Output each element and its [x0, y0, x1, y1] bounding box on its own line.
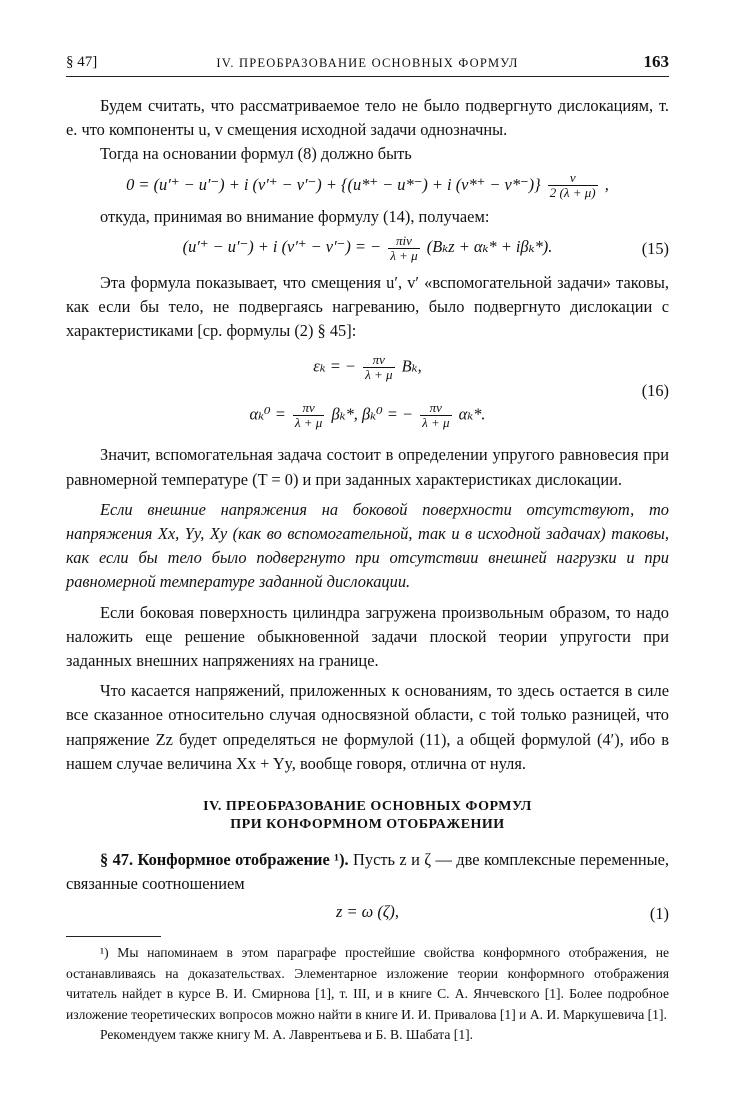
equation-15-frac-num: πiν [388, 234, 419, 249]
page-number: 163 [643, 52, 669, 71]
equation-15-right: (Bₖz + αₖ* + iβₖ*). [426, 236, 553, 256]
paragraph-5: Значит, вспомогательная задача состоит в определении упругого равновесия при равномерной температуре (T = 0) и при заданных характеристиках дислокации. [66, 445, 669, 489]
equation-a-frac-num: ν [548, 171, 598, 186]
equation-16-l2-frac2-den: λ + μ [422, 415, 450, 431]
equation-16-l1-frac-den: λ + μ [365, 367, 393, 383]
section-heading-line-1: IV. ПРЕОБРАЗОВАНИЕ ОСНОВНЫХ ФОРМУЛ [203, 799, 532, 815]
equation-16 [66, 349, 669, 437]
paragraph-8: Что касается напряжений, приложенных к основаниям, то здесь остается в силе все сказанное относительно случая односвязной области, с той только разницей, что напряжение Zz будет определяться не формулой (11), а общей формулой (4′), ибо в нашем случае величина Xx + Yy, вообще говоря, отлична от нуля. [66, 681, 669, 773]
equation-a-frac-den: 2 (λ + μ) [549, 185, 596, 201]
equation-16-l2-frac1-den: λ + μ [294, 415, 323, 431]
header-section-ref: § 47] [66, 54, 98, 70]
equation-16-l2-frac2-num: πν [420, 401, 451, 416]
equation-1-main: z = ω (ζ), [336, 902, 399, 922]
equation-a [66, 169, 669, 203]
equation-1-number: (1) [649, 904, 669, 924]
equation-1 [66, 900, 669, 930]
equation-16-l2-b: βₖ*, βₖ⁰ = − [331, 404, 413, 424]
equation-16-l2-a: αₖ⁰ = [249, 404, 286, 424]
equation-16-l2-fraction-1 [293, 401, 324, 430]
section-heading [66, 798, 669, 834]
paragraph-6: Если внешние напряжения на боковой поверхности отсутствуют, то напряжения Xx, Yy, Xy (как во вспомогательной, так и в исходной задачах) таковы, как если бы тело было подвергнуто при отсутствии внешней нагрузки и при равномерной температуре заданной дислокации. [66, 499, 669, 592]
footnote-divider [66, 936, 161, 937]
equation-15-left: (u′⁺ − u′⁻) + i (v′⁺ − v′⁻) = − [182, 236, 382, 256]
paragraph-2: Тогда на основании формул (8) должно быть [100, 144, 412, 164]
equation-16-l2-frac1-num: πν [293, 401, 324, 416]
equation-15-frac-den: λ + μ [390, 247, 418, 263]
paragraph-3: откуда, принимая во внимание формулу (14), получаем: [100, 206, 490, 226]
page-body [66, 94, 669, 1046]
paragraph-9 [66, 848, 669, 896]
equation-16-l2-c: αₖ*. [458, 404, 486, 424]
footnote-2: Рекомендуем также книгу М. А. Лаврентьева и Б. В. Шабата [1]. [100, 1027, 474, 1043]
paragraph-9-rest: Пусть z и ζ — две комплексные переменные, связанные соотношением [66, 850, 669, 894]
section-heading-line-2: ПРИ КОНФОРМНОМ ОТОБРАЖЕНИИ [230, 817, 505, 833]
equation-15-number: (15) [641, 238, 669, 258]
running-header [66, 52, 669, 77]
equation-15-fraction [388, 234, 419, 263]
equation-16-l2-fraction-2 [420, 401, 451, 430]
equation-a-main: 0 = (u′⁺ − u′⁻) + i (v′⁺ − v′⁻) + {(u*⁺ − u*⁻) + i (v*⁺ − v*⁻)} [126, 174, 541, 194]
equation-16-l1-right: Bₖ, [401, 356, 422, 376]
paragraph-7: Если боковая поверхность цилиндра загружена произвольным образом, то надо наложить еще решение обыкновенной задачи плоской теории упругости при заданных внешних напряжениях на границе. [66, 602, 669, 671]
equation-16-line-1 [66, 353, 669, 382]
equation-16-l1-fraction [363, 353, 394, 382]
header-running-title: IV. ПРЕОБРАЗОВАНИЕ ОСНОВНЫХ ФОРМУЛ [216, 56, 519, 70]
equation-a-tail: , [604, 174, 609, 194]
equation-16-line-2 [66, 401, 669, 430]
paragraph-4: Эта формула показывает, что смещения u′, v′ «вспомогательной задачи» таковы, как если бы тело, не подвергаясь нагреванию, было подвергнуто дислокации с характеристиками [ср. формулы (2) § 45]: [66, 272, 669, 341]
paragraph-9-lead: § 47. Конформное отображение ¹). [100, 850, 349, 870]
equation-16-l1-frac-num: πν [363, 353, 394, 368]
equation-16-number: (16) [641, 381, 669, 401]
equation-16-l1-left: εₖ = − [313, 356, 356, 376]
paragraph-1: Будем считать, что рассматриваемое тело не было подвергнуто дислокациям, т. е. что компоненты u, v смещения исходной задачи однозначны. [66, 96, 669, 140]
equation-a-fraction [548, 171, 598, 200]
footnotes [66, 943, 669, 1046]
equation-15 [66, 231, 669, 265]
footnote-1: ¹) Мы напоминаем в этом параграфе простейшие свойства конформного отображения, не останавливаясь на доказательствах. Элементарное изложение теории конформного отображения читатель найдет в курсе В. И. Смирнова [1], т. III, и в книге С. А. Янчевского [1]. Более подробное изложение теоретических вопросов можно найти в книге И. И. Привалова [1] и А. И. Маркушевича [1]. [66, 945, 669, 1022]
